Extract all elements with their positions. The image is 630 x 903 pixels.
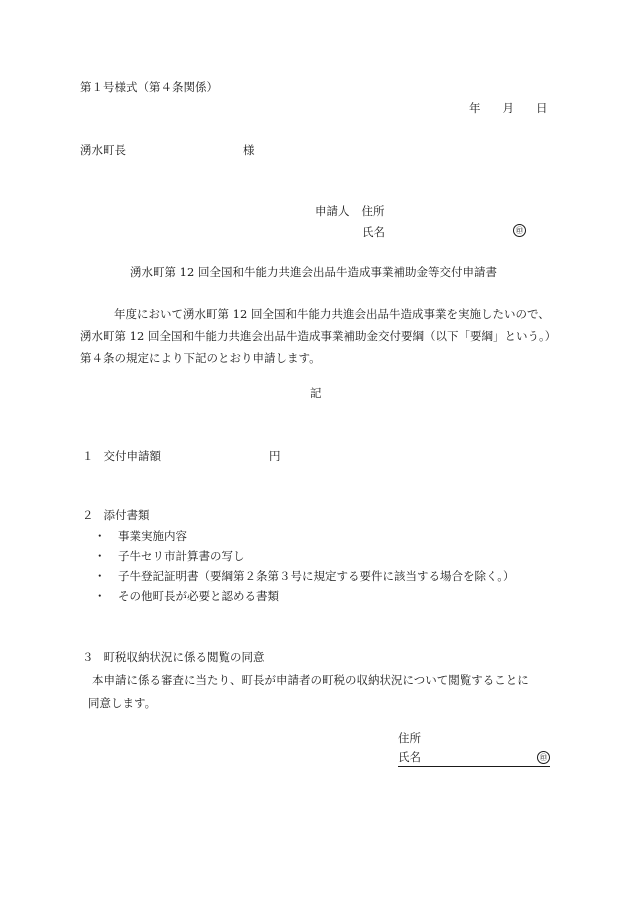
body-line-1: 年度において湧水町第 12 回全国和牛能力共進会出品牛造成事業を実施したいので、 [114,307,550,321]
consent-seal-mark: ㊞ [537,751,550,764]
body-paragraph [80,303,560,369]
addressee [80,143,255,157]
attachment-item: ・ その他町長が必要と認める書類 [94,589,279,603]
applicant-seal-mark: ㊞ [513,224,526,237]
applicant-role: 申請人 [315,204,350,218]
addressee-honorific: 様 [243,143,255,157]
attachment-item: ・ 事業実施内容 [94,529,187,543]
applicant-address-line [315,206,385,218]
attachment-item: ・ 子牛セリ市計算書の写し [94,549,245,563]
date-year: 年 [469,101,481,115]
consent-address-label: 住所 [398,731,421,745]
applicant-address-label: 住所 [361,204,385,218]
section-2-heading [82,510,150,522]
consent-line-2: 同意します。 [88,696,157,710]
attachment-item: ・ 子牛登記証明書（要綱第２条第３号に規定する要件に該当する場合を除く。） [94,569,515,583]
section-3-heading [82,652,265,664]
date-month: 月 [502,101,514,115]
addressee-name: 湧水町長 [80,143,126,157]
section-2-label: 添付書類 [103,508,150,522]
section-3-number: ３ [82,650,94,664]
applicant-name-label: 氏名 [362,225,385,239]
section-2-number: ２ [82,508,94,522]
section-3-label: 町税収納状況に係る閲覧の同意 [103,650,265,664]
body-line-3: 第４条の規定により下記のとおり申請します。 [80,351,321,365]
date-day: 日 [536,101,548,115]
date-line [469,103,548,115]
section-1-unit: 円 [269,449,281,463]
section-1 [82,449,281,463]
ki-heading: 記 [310,386,322,400]
section-1-label: 交付申請額 [103,449,161,463]
section-1-number: １ [82,449,94,463]
form-number: 第１号様式（第４条関係） [80,80,218,94]
document-title: 湧水町第 12 回全国和牛能力共進会出品牛造成事業補助金等交付申請書 [130,265,497,279]
consent-paragraph [80,669,560,715]
consent-line-1: 本申請に係る審査に当たり、町長が申請者の町税の収納状況について閲覧することに [92,673,529,687]
consent-name-label: 氏名 [398,750,421,764]
consent-name-line [398,752,550,767]
body-line-2: 湧水町第 12 回全国和牛能力共進会出品牛造成事業補助金交付要綱（以下「要綱」という。） [80,329,557,343]
